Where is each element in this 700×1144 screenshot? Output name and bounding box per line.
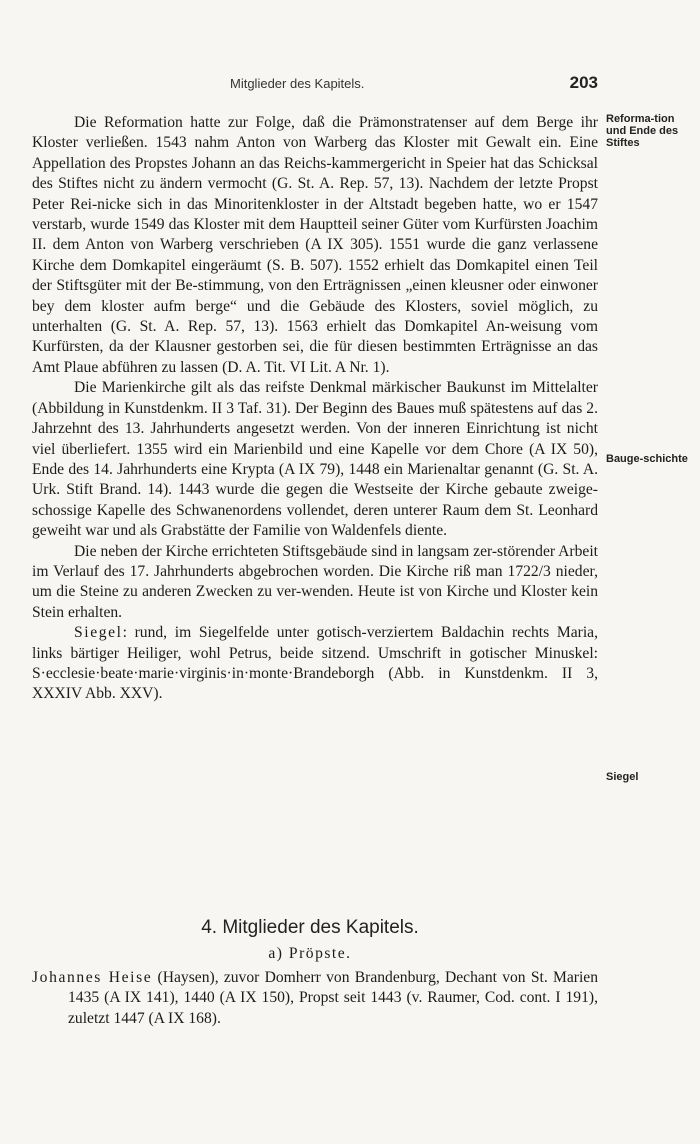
margin-note-baugeschichte: Bauge-schichte <box>606 453 688 465</box>
main-text <box>32 113 598 705</box>
list-item <box>32 968 598 1029</box>
section-subheading: a) Pröpste. <box>268 945 352 962</box>
paragraph-marienkirche: Die Marienkirche gilt als das reifste Denkmal märkischer Baukunst im Mittelalter (Abbildung in Kunstdenkm. II 3 Taf. 31). Der Beginn des Baues muß spätestens auf das 2. Jahrzehnt des 13. Jahrhunderts angesetzt werden. Von der inneren Einrichtung ist nicht viel überliefert. 1355 wird ein Marienbild und eine Kapelle vor dem Chore (A IX 50), Ende des 14. Jahrhunderts eine Krypta (A IX 79), 1448 ein Marienaltar genannt (G. St. A. Urk. Stift Brand. 14). 1443 wurde die gegen die Westseite der Kirche gebaute zweige-schossige Kapelle des Schwanenordens vollendet, deren unterer Raum dem St. Leonhard geweiht war und als Grabstätte der Familie von Waldenfels diente. <box>32 379 598 540</box>
siegel-label: Siegel <box>74 624 123 642</box>
page-number: 203 <box>569 73 598 92</box>
entry-text: (Haysen), zuvor Domherr von Brandenburg, Dechant von St. Marien 1435 (A IX 141), 1440 (A IX 150), Propst seit 1443 (v. Raumer, Cod. cont. I 191), zuletzt 1447 (A IX 168). <box>68 969 598 1027</box>
running-title: Mitglieder des Kapitels. <box>230 76 365 91</box>
margin-note-reformation: Reforma-tion und Ende des Stiftes <box>606 113 679 149</box>
paragraph-siegel <box>32 623 598 705</box>
page-header <box>32 73 598 96</box>
paragraph-reformation: Die Reformation hatte zur Folge, daß die Prämonstratenser auf dem Berge ihr Kloster verließen. 1543 nahm Anton von Warberg das Kloster mit Gewalt ein. Eine Appellation des Propstes Johann an das Reichs-kammergericht in Speier hat das Schicksal des Stiftes nicht zu ändern vermocht (G. St. A. Rep. 57, 13). Nachdem der letzte Propst Peter Rei-nicke sich in das Minoritenkloster in der Altstadt begeben hatte, wo er 1547 verstarb, wurde 1549 das Kloster mit dem Hauptteil seiner Güter vom Kurfürsten Joachim II. dem Anton von Warberg verschrieben (A IX 305). 1551 wurde die ganz verlassene Kirche dem Domkapitel eingeräumt (S. B. 507). 1552 erhielt das Domkapitel einen Teil der Stiftsgüter mit der Be-stimmung, von den Erträgnissen „einen kleusner oder einwoner bey dem kloster aufm berge“ und die Gebäude des Klosters, soviel möglich, zu unterhalten (G. St. A. Rep. 57, 13). 1563 erhielt das Domkapitel An-weisung vom Kurfürsten, da der Klausner gestorben sei, die für diesen bestimmten Erträgnisse an das Amt Plaue abführen zu lassen (D. A. Tit. VI Lit. A Nr. 1). <box>32 114 598 376</box>
paragraph-stiftsgebaeude: Die neben der Kirche errichteten Stiftsgebäude sind in langsam zer-störender Arbeit im Verlauf des 17. Jahrhunderts abgebrochen worden. Die Kirche riß man 1722/3 nieder, um die Steine zu anderen Zwecken zu ver-wenden. Heute ist von Kirche und Kloster kein Stein erhalten. <box>32 542 598 621</box>
section-heading: 4. Mitglieder des Kapitels. <box>201 917 419 938</box>
entry-name: Johannes Heise <box>32 969 153 986</box>
provost-entry <box>32 968 598 1029</box>
margin-note-siegel: Siegel <box>606 771 639 783</box>
siegel-text: : rund, im Siegelfelde unter gotisch-verziertem Baldachin rechts Maria, links bärtiger Heiliger, wohl Petrus, beide sitzend. Umschrift in gotischer Minuskel: S·ecclesie·beate·marie·virginis·in·monte·Brandeborgh (Abb. in Kunstdenkm. II 3, XXXIV Abb. XXV). <box>32 624 598 703</box>
